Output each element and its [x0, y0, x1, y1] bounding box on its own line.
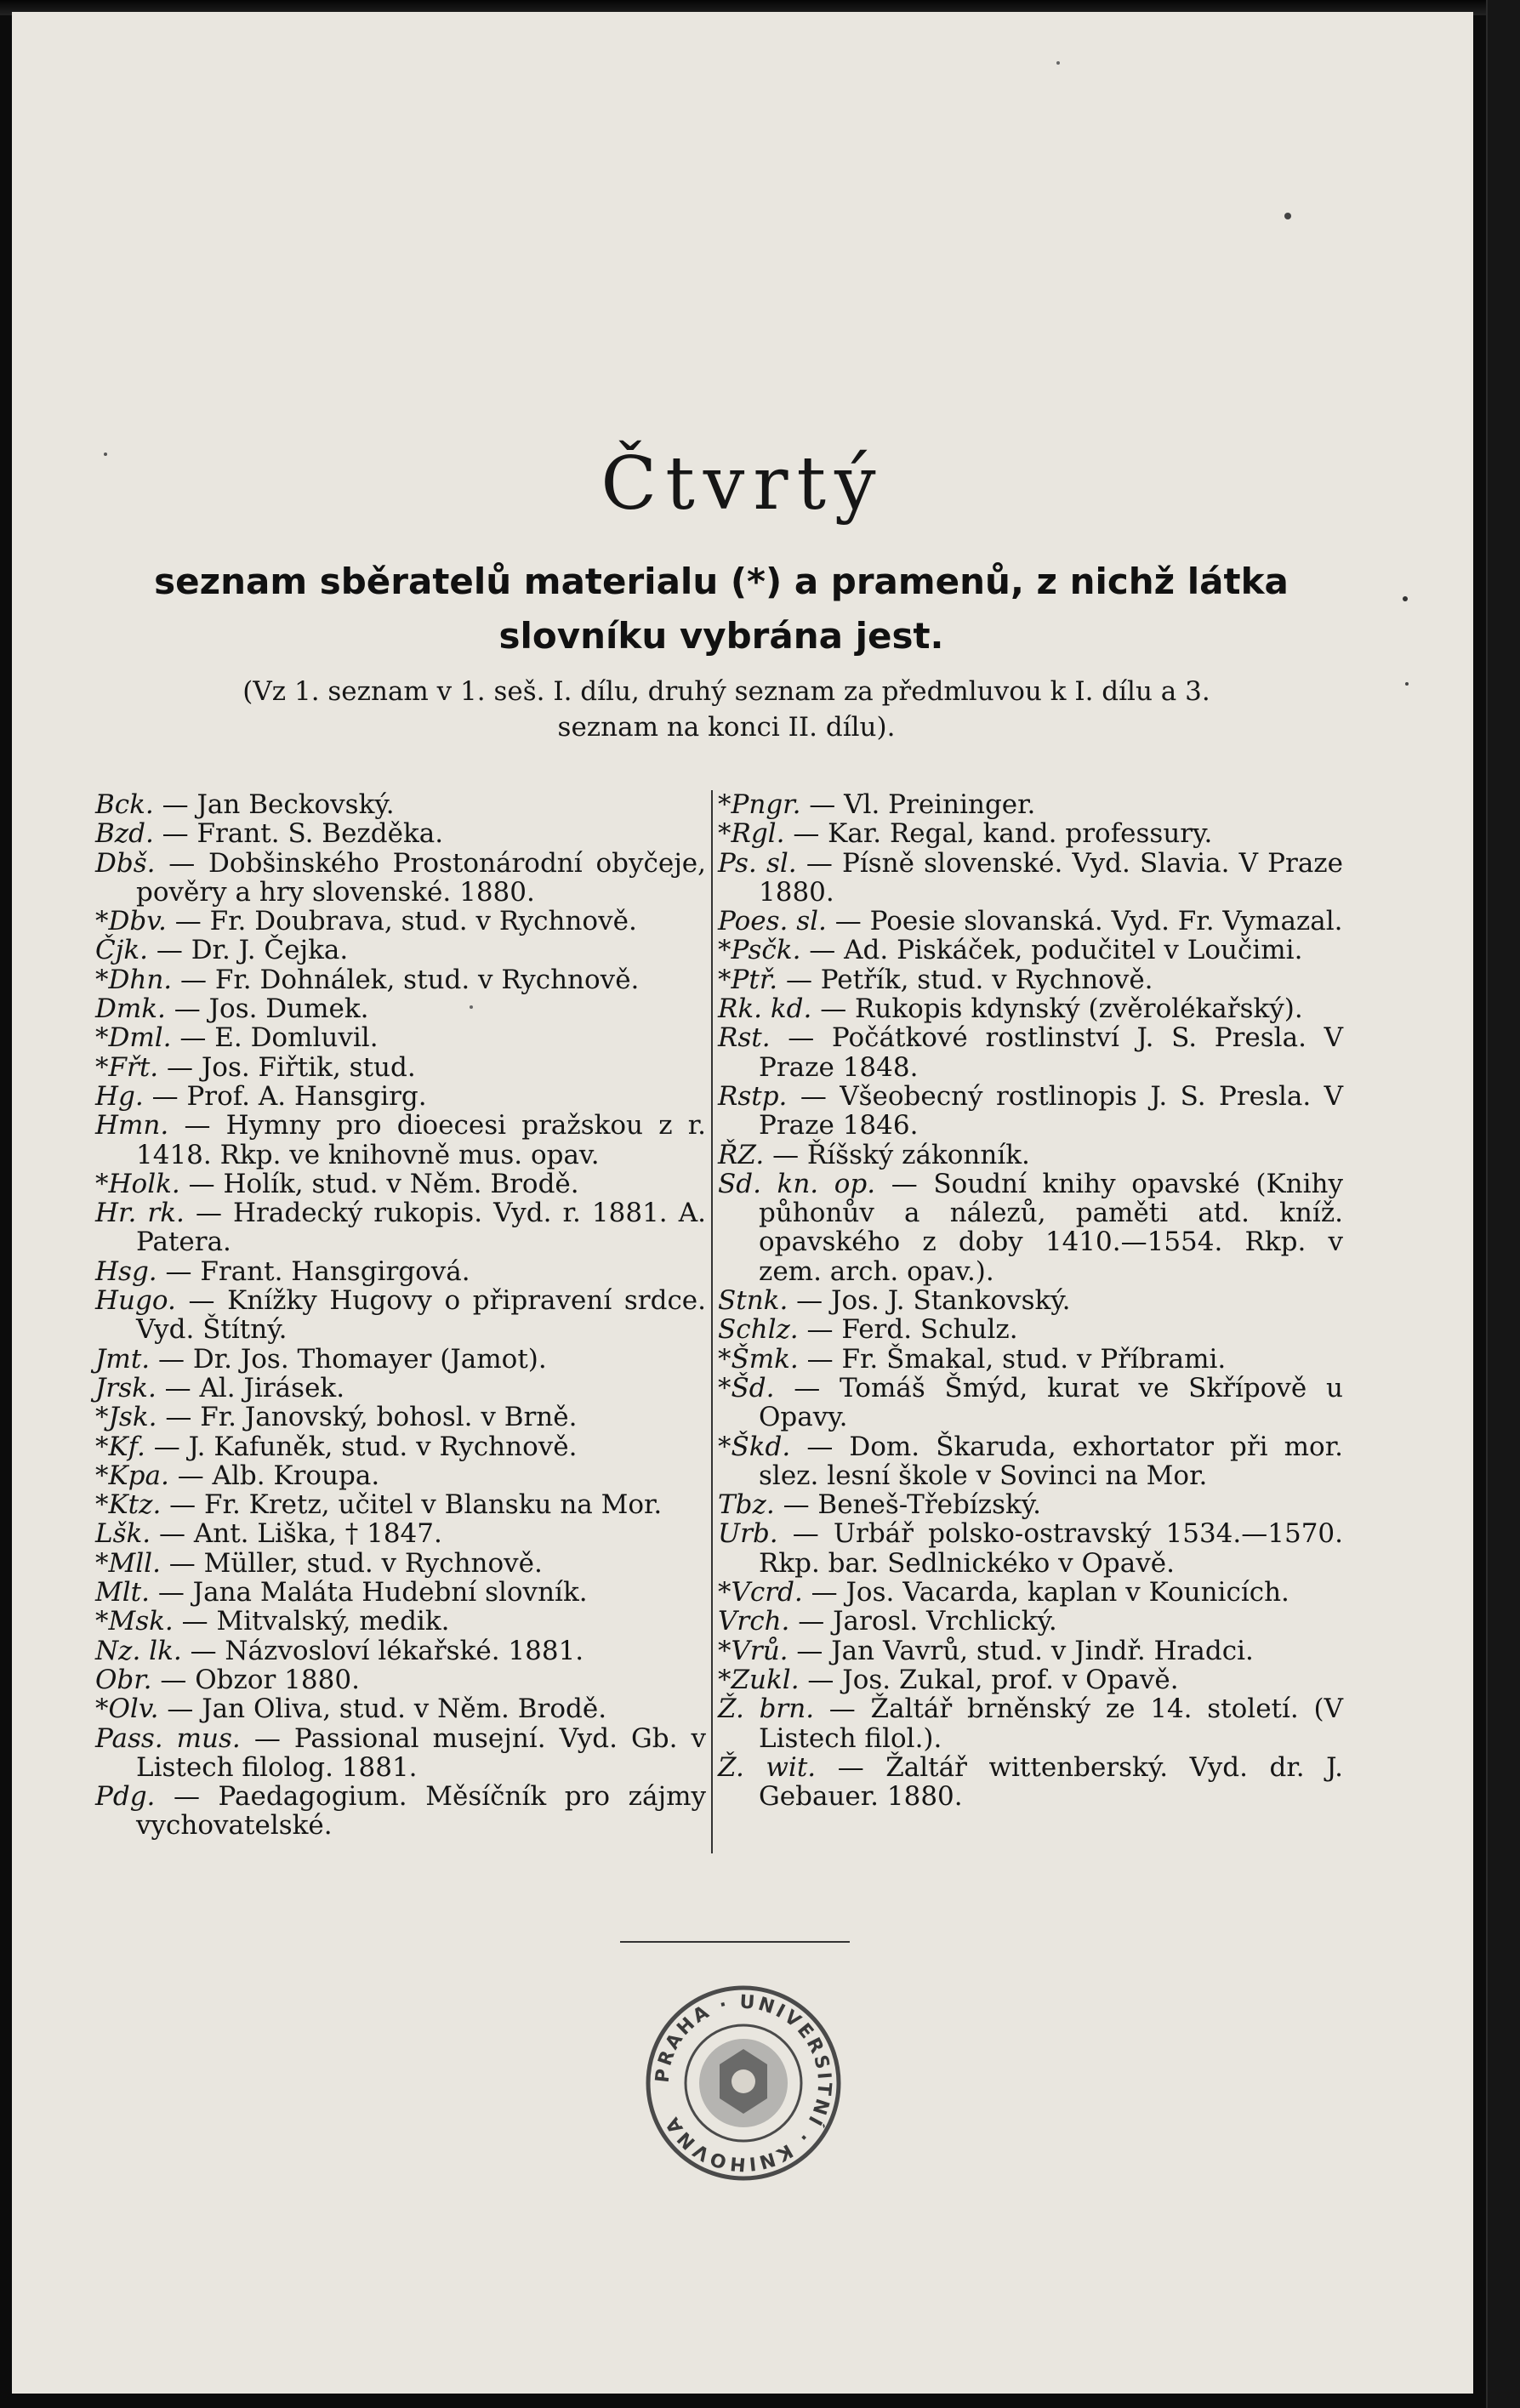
entry-text: — Jos. Zukal, prof. v Opavě. [807, 1664, 1179, 1695]
entry [718, 1345, 1343, 1374]
entry [95, 1257, 706, 1286]
entry-text: — Dr. J. Čejka. [156, 935, 349, 966]
entry [95, 1694, 706, 1723]
entry [718, 1665, 1343, 1694]
entry [95, 1461, 706, 1490]
entry-abbr: Vrch. [718, 1606, 790, 1637]
entry-abbr: Bck. [95, 789, 154, 820]
entry [95, 1782, 706, 1841]
entry-text: — Ad. Piskáček, podučitel v Loučimi. [809, 935, 1303, 966]
entry-abbr: Pdg. [95, 1781, 156, 1813]
entry-abbr: *Šmk. [718, 1343, 799, 1375]
entry-text: — Paedagogium. Měsíčník pro zájmy vychovatelské. [136, 1781, 706, 1842]
entry [718, 1637, 1343, 1665]
entry [95, 790, 706, 819]
entry-abbr: *Rgl. [718, 818, 785, 850]
entry-abbr: *Kf. [95, 1431, 145, 1462]
entry [718, 1490, 1343, 1519]
entry-abbr: Stnk. [718, 1285, 788, 1317]
page-title: Čtvrtý [601, 441, 885, 527]
entry-abbr: *Holk. [95, 1168, 180, 1199]
entry [95, 1053, 706, 1082]
entry [718, 1694, 1343, 1753]
entry-text: — Beneš-Třebízský. [783, 1489, 1042, 1521]
entry [718, 1170, 1343, 1286]
entry [718, 849, 1343, 908]
entry-abbr: Poes. sl. [718, 906, 827, 937]
entry-text: — Dobšinského Prostonárodní obyčeje, pověry a hry slovenské. 1880. [136, 847, 706, 908]
entry [95, 994, 706, 1023]
entry-text: — Všeobecný rostlinopis J. S. Presla. V Praze 1846. [759, 1080, 1343, 1141]
entry [718, 1082, 1343, 1141]
entry-text: — Jan Oliva, stud. v Něm. Brodě. [167, 1694, 607, 1725]
entry [95, 1170, 706, 1198]
entry-text: — Rukopis kdynský (zvěrolékařský). [820, 993, 1303, 1025]
document-page [12, 12, 1473, 2394]
entry [95, 819, 706, 848]
entry-text: — Poesie slovanská. Vyd. Fr. Vymazal. [834, 906, 1343, 937]
entry-text: — Frant. S. Bezděka. [162, 818, 444, 850]
entry-abbr: Ž. brn. [718, 1694, 815, 1725]
entry-text: — Passional musejní. Vyd. Gb. v Listech filolog. 1881. [136, 1722, 706, 1783]
entry [95, 907, 706, 936]
entry [95, 1082, 706, 1111]
entry [718, 1286, 1343, 1315]
scan-right-edge [1486, 0, 1520, 2408]
entry-abbr: *Škd. [718, 1431, 791, 1462]
entry-abbr: Rstp. [718, 1080, 788, 1112]
entry-abbr: Mlt. [95, 1577, 150, 1608]
entry-abbr: *Pngr. [718, 789, 801, 820]
entry-abbr: *Mll. [95, 1547, 161, 1579]
entry-abbr: Hr. rk. [95, 1198, 185, 1229]
entry-text: — Jos. Vacarda, kaplan v Kounicích. [811, 1577, 1289, 1608]
entry-abbr: Dbš. [95, 847, 156, 879]
page-subtitle: seznam sběratelů materialu (*) a pramenů, z nichž látka slovníku vybrána jest. [154, 561, 1289, 657]
entry [718, 790, 1343, 819]
entry [95, 1198, 706, 1257]
entry-text: — Jan Beckovský. [162, 789, 395, 820]
entry-text: — Fr. Janovský, bohosl. v Brně. [165, 1402, 578, 1433]
entry-abbr: *Ktz. [95, 1489, 162, 1521]
entry-abbr: *Ptř. [718, 964, 778, 995]
reference-note: (Vz 1. seznam v 1. seš. I. dílu, druhý seznam za předmluvou k I. dílu a 3. seznam na konci II. dílu). [242, 676, 1210, 743]
entry-abbr: Ž. wit. [718, 1751, 817, 1783]
entry-abbr: *Vcrd. [718, 1577, 803, 1608]
entry-text: — Frant. Hansgirgová. [165, 1255, 470, 1287]
entry-abbr: Urb. [718, 1518, 778, 1550]
entry-abbr: Ps. sl. [718, 847, 797, 879]
entry-text: — Říšský zákonník. [772, 1139, 1030, 1170]
entry-text: — Jarosl. Vrchlický. [798, 1606, 1057, 1637]
entry [718, 965, 1343, 994]
entry [718, 1141, 1343, 1170]
entry-abbr: *Dhn. [95, 964, 173, 995]
entry-abbr: Sd. kn. op. [718, 1168, 876, 1199]
entry [95, 849, 706, 908]
entry-abbr: *Kpa. [95, 1460, 169, 1491]
entry-abbr: *Jsk. [95, 1402, 157, 1433]
entry-text: — Písně slovenské. Vyd. Slavia. V Praze 1880. [759, 847, 1343, 908]
entry [718, 1607, 1343, 1636]
entry-text: — Žaltář brněnský ze 14. století. (V Listech filol.). [759, 1694, 1343, 1754]
entry [95, 1665, 706, 1694]
entry [95, 965, 706, 994]
entry-text: — Fr. Dohnálek, stud. v Rychnově. [180, 964, 640, 995]
entry [95, 1549, 706, 1578]
entry-text: — Jos. Fiřtik, stud. [167, 1051, 416, 1083]
closing-rule [620, 1941, 850, 1943]
entry-text: — Fr. Šmakal, stud. v Příbrami. [806, 1343, 1227, 1375]
entry-text: — Dom. Škaruda, exhortator při mor. slez. lesní škole v Sovinci na Mor. [759, 1431, 1343, 1491]
entry-text: — Fr. Kretz, učitel v Blansku na Mor. [169, 1489, 663, 1521]
entry-abbr: Obr. [95, 1664, 152, 1695]
entry-abbr: *Fřt. [95, 1051, 159, 1083]
entry [95, 936, 706, 965]
entry-text: — Holík, stud. v Něm. Brodě. [188, 1168, 579, 1199]
entry [718, 1315, 1343, 1344]
entry-abbr: Hg. [95, 1080, 144, 1112]
entry-text: — Müller, stud. v Rychnově. [168, 1547, 543, 1579]
entry [95, 1578, 706, 1607]
library-stamp [641, 1981, 845, 2185]
entry-abbr: Pass. mus. [95, 1722, 241, 1754]
entry-abbr: *Zukl. [718, 1664, 800, 1695]
entry-abbr: Lšk. [95, 1518, 151, 1550]
entry-abbr: Jmt. [95, 1343, 151, 1375]
entry [95, 1111, 706, 1170]
entry-abbr: *Šd. [718, 1372, 775, 1403]
entry-abbr: *Dbv. [95, 906, 167, 937]
entry-text: — Urbář polsko-ostravský 1534.—1570. Rkp. bar. Sedlnickéko v Opavě. [759, 1518, 1344, 1579]
entry [718, 1519, 1343, 1578]
entry-text: — Mitvalský, medik. [181, 1606, 450, 1637]
entry-text: — Ferd. Schulz. [806, 1314, 1018, 1346]
entry-abbr: Dmk. [95, 993, 166, 1025]
entry-text: — Obzor 1880. [160, 1664, 360, 1695]
entry-abbr: Nz. lk. [95, 1635, 182, 1666]
entry [718, 936, 1343, 965]
entry-text: — E. Domluvil. [179, 1022, 379, 1054]
entry [95, 1724, 706, 1783]
entry [95, 1519, 706, 1548]
entry [718, 1753, 1343, 1812]
entry-abbr: Bzd. [95, 818, 154, 850]
entry [95, 1607, 706, 1636]
right-column [718, 790, 1343, 1811]
entry-text: — Ant. Liška, † 1847. [159, 1518, 442, 1550]
entry [718, 907, 1343, 936]
entry-text: — Kar. Regal, kand. professury. [793, 818, 1213, 850]
entry-text: — Soudní knihy opavské (Knihy půhonův a nálezů, paměti atd. kníž. opavského z doby 1410.—1554. Rkp. v zem. arch. opav.). [759, 1168, 1344, 1287]
entry [95, 1345, 706, 1374]
entry-text: — Hymny pro dioecesi pražskou z r. 1418. Rkp. ve knihovně mus. opav. [136, 1110, 706, 1170]
entry-abbr: Čjk. [95, 935, 148, 966]
entry [95, 1286, 706, 1345]
entry-text: — Jos. Dumek. [174, 993, 369, 1025]
entry [95, 1403, 706, 1432]
entry [95, 1374, 706, 1403]
entry-text: — Jan Vavrů, stud. v Jindř. Hradci. [796, 1635, 1254, 1666]
entry-text: — Petřík, stud. v Rychnově. [785, 964, 1153, 995]
stamp-emblem [699, 2039, 788, 2127]
entry [718, 1432, 1343, 1491]
entry-abbr: Schlz. [718, 1314, 799, 1346]
entry-abbr: Jrsk. [95, 1372, 157, 1403]
entry-abbr: Rk. kd. [718, 993, 812, 1025]
entry [95, 1490, 706, 1519]
entry [95, 1637, 706, 1665]
entry-text: — Al. Jirásek. [164, 1372, 345, 1403]
entry-abbr: ŘZ. [718, 1139, 765, 1170]
stamp-text: PRAHA · UNIVERSITNÍ · KNIHOVNA [652, 1991, 835, 2175]
entry-text: — Prof. A. Hansgirg. [151, 1080, 427, 1112]
entry-text: — Tomáš Šmýd, kurat ve Skřípově u Opavy. [759, 1372, 1343, 1433]
entry-text: — Žaltář wittenberský. Vyd. dr. J. Gebauer. 1880. [759, 1751, 1344, 1813]
entry-abbr: Hsg. [95, 1255, 157, 1287]
entry-text: — Alb. Kroupa. [177, 1460, 380, 1491]
entry-abbr: *Olv. [95, 1694, 159, 1725]
entry-text: — Fr. Doubrava, stud. v Rychnově. [174, 906, 637, 937]
entry [718, 994, 1343, 1023]
entry-abbr: Hugo. [95, 1285, 176, 1317]
entry-text: — Jana Maláta Hudební slovník. [157, 1577, 588, 1608]
entry-text: — Názvosloví lékařské. 1881. [190, 1635, 584, 1666]
entry-abbr: Tbz. [718, 1489, 775, 1521]
entry-text: — Jos. J. Stankovský. [796, 1285, 1071, 1317]
entry-abbr: *Dml. [95, 1022, 172, 1054]
entry-text: — Počátkové rostlinství J. S. Presla. V Praze 1848. [759, 1022, 1343, 1083]
entry-abbr: Hmn. [95, 1110, 169, 1141]
entry-abbr: *Msk. [95, 1606, 174, 1637]
column-divider [711, 790, 713, 1853]
entry-text: — J. Kafuněk, stud. v Rychnově. [153, 1431, 578, 1462]
entry [718, 819, 1343, 848]
entry-abbr: *Vrů. [718, 1635, 788, 1666]
entry [95, 1023, 706, 1052]
entry-text: — Vl. Preininger. [809, 789, 1036, 820]
left-column [95, 790, 706, 1841]
entry-text: — Hradecký rukopis. Vyd. r. 1881. A. Patera. [136, 1198, 706, 1258]
entry [718, 1023, 1343, 1082]
entry-text: — Dr. Jos. Thomayer (Jamot). [158, 1343, 547, 1375]
entry-text: — Knížky Hugovy o připravení srdce. Vyd. Štítný. [136, 1285, 706, 1346]
entry [718, 1578, 1343, 1607]
entry [718, 1374, 1343, 1432]
entry-abbr: *Psčk. [718, 935, 801, 966]
entry-abbr: Rst. [718, 1022, 771, 1054]
entry [95, 1432, 706, 1461]
